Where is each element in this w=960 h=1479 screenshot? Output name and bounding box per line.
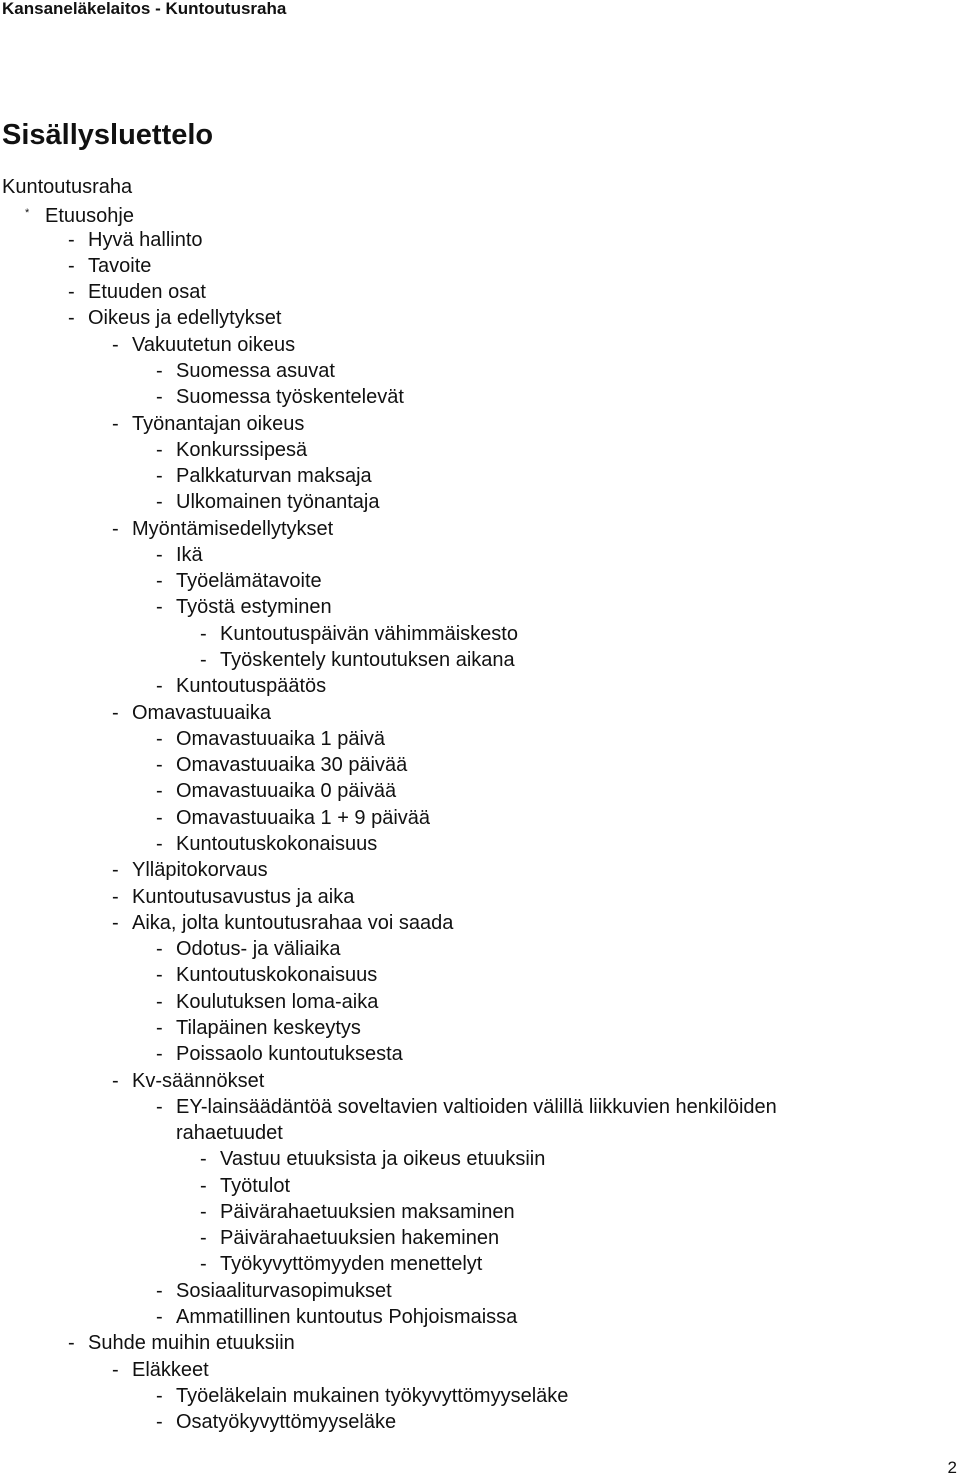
toc-entry-label: Myöntämisedellytykset	[132, 517, 334, 540]
toc-bullet: -	[112, 911, 119, 934]
toc-entry-label: Koulutuksen loma-aika	[176, 990, 379, 1013]
toc-entry-label: Suomessa asuvat	[176, 359, 335, 382]
toc-entry-label: Kuntoutuspäivän vähimmäiskesto	[220, 622, 518, 645]
toc-entry	[25, 201, 134, 228]
toc-bullet: -	[200, 649, 207, 672]
toc-entry	[112, 858, 268, 882]
toc-entry-label: Kuntoutuskokonaisuus	[176, 964, 378, 987]
toc-entry	[112, 701, 271, 725]
toc-entry-label: Ylläpitokorvaus	[132, 859, 268, 882]
toc-bullet: -	[68, 281, 75, 304]
toc-entry-label: Konkurssipesä	[176, 438, 308, 461]
toc-bullet: -	[112, 412, 119, 435]
toc-entry-label: Palkkaturvan maksaja	[176, 465, 372, 488]
toc-entry-label: Poissaolo kuntoutuksesta	[176, 1043, 403, 1066]
toc-bullet: -	[68, 307, 75, 330]
toc-entry	[156, 1095, 777, 1119]
toc-entry	[156, 963, 377, 987]
toc-entry	[156, 806, 430, 830]
toc-bullet: -	[156, 596, 163, 619]
toc-entry-label: Tavoite	[88, 254, 152, 277]
toc-bullet: -	[200, 1227, 207, 1250]
toc-entry	[156, 1016, 361, 1040]
toc-entry	[68, 280, 206, 304]
toc-bullet: -	[156, 964, 163, 987]
toc-entry-label: Omavastuuaika 1 päivä	[176, 727, 386, 750]
toc-bullet: -	[200, 1148, 207, 1171]
toc-entry-label: Työstä estyminen	[176, 596, 332, 619]
toc-bullet: -	[156, 1095, 163, 1118]
toc-bullet: -	[112, 859, 119, 882]
toc-bullet: -	[156, 543, 163, 566]
toc-bullet: -	[156, 1411, 163, 1434]
toc-entry-label: Suhde muihin etuuksiin	[88, 1332, 295, 1355]
toc-entry-label: Hyvä hallinto	[88, 228, 203, 251]
toc-entry	[156, 385, 404, 409]
toc-entry-label: Osatyökyvyttömyyseläke	[176, 1411, 397, 1434]
toc-bullet: -	[112, 517, 119, 540]
toc-bullet: -	[156, 359, 163, 382]
toc-entry	[156, 438, 307, 462]
toc-entry	[200, 648, 515, 672]
toc-entry-label: Oikeus ja edellytykset	[88, 307, 282, 330]
toc-entry-label: Tilapäinen keskeytys	[176, 1016, 361, 1039]
document-header: Kansaneläkelaitos - Kuntoutusraha	[2, 0, 287, 18]
toc-entry-label: Ulkomainen työnantaja	[176, 491, 380, 514]
toc-entry-label: Odotus- ja väliaika	[176, 938, 341, 961]
toc-bullet: -	[200, 622, 207, 645]
toc-bullet: -	[156, 938, 163, 961]
toc-bullet: -	[112, 1358, 119, 1381]
toc-entry	[156, 1305, 517, 1329]
toc-entry-label: rahaetuudet	[176, 1122, 283, 1145]
toc-bullet: *	[25, 207, 30, 220]
toc-entry	[112, 885, 354, 909]
toc-bullet: -	[156, 465, 163, 488]
toc-entry-label: Työeläkelain mukainen työkyvyttömyyseläke	[176, 1384, 569, 1407]
toc-entry	[2, 175, 132, 199]
toc-entry-label: Ikä	[176, 543, 203, 566]
toc-entry	[200, 1252, 482, 1276]
toc-entry	[112, 333, 295, 357]
toc-entry-label: Työkyvyttömyyden menettelyt	[220, 1253, 483, 1276]
toc-entry	[156, 727, 385, 751]
toc-entry	[112, 517, 333, 541]
toc-bullet: -	[156, 833, 163, 855]
toc-entry	[176, 1121, 283, 1145]
toc-bullet: -	[112, 701, 119, 724]
toc-bullet: -	[156, 1306, 163, 1329]
toc-entry-label: Sosiaaliturvasopimukset	[176, 1279, 392, 1302]
toc-entry-label: Ammatillinen kuntoutus Pohjoismaissa	[176, 1306, 518, 1329]
toc-entry-label: Työtulot	[220, 1174, 291, 1197]
toc-entry-label: Etuuden osat	[88, 281, 206, 304]
toc-entry	[112, 412, 304, 436]
toc-entry-label: Kuntoutusavustus ja aika	[132, 885, 355, 908]
toc-entry-label: Vastuu etuuksista ja oikeus etuuksiin	[220, 1148, 546, 1171]
toc-bullet: -	[156, 675, 163, 698]
toc-entry	[156, 569, 322, 593]
toc-entry	[200, 1174, 290, 1198]
toc-bullet: -	[68, 1332, 75, 1355]
toc-entry	[112, 911, 453, 935]
toc-entry	[156, 464, 372, 488]
toc-entry	[156, 1384, 568, 1408]
toc-entry-label: Omavastuuaika 0 päivää	[176, 780, 397, 803]
toc-entry-label: Kv-säännökset	[132, 1069, 265, 1092]
toc-entry-label: Kuntoutuskokonaisuus	[176, 833, 378, 855]
toc-entry-label: Omavastuuaika	[132, 701, 271, 724]
toc-entry	[68, 254, 151, 278]
toc-bullet: -	[112, 333, 119, 356]
toc-bullet: -	[156, 990, 163, 1013]
toc-bullet: -	[156, 570, 163, 593]
toc-bullet: -	[156, 1384, 163, 1407]
toc-entry	[156, 1410, 396, 1434]
page-number: 2	[947, 1458, 957, 1477]
toc-bullet: -	[156, 754, 163, 777]
toc-entry	[156, 674, 326, 698]
toc-entry-label: Suomessa työskentelevät	[176, 386, 404, 409]
toc-entry	[200, 1147, 545, 1171]
toc-entry	[200, 1200, 515, 1224]
toc-entry-label: Etuusohje	[45, 205, 134, 228]
toc-entry-label: Aika, jolta kuntoutusrahaa voi saada	[132, 911, 454, 934]
toc-bullet: -	[156, 780, 163, 803]
toc-bullet: -	[200, 1200, 207, 1223]
toc-bullet: -	[156, 806, 163, 829]
toc-entry	[156, 779, 396, 803]
toc-entry	[156, 490, 379, 514]
toc-entry	[156, 1042, 403, 1066]
toc-entry-label: Omavastuuaika 1 + 9 päivää	[176, 806, 431, 829]
toc-bullet: -	[156, 1043, 163, 1066]
toc-bullet: -	[156, 1279, 163, 1302]
toc-entry	[156, 1279, 392, 1303]
toc-bullet: -	[156, 491, 163, 514]
toc-entry	[156, 937, 341, 961]
toc-entry-label: Vakuutetun oikeus	[132, 333, 296, 356]
toc-bullet: -	[156, 438, 163, 461]
toc-entry-label: Työnantajan oikeus	[132, 412, 305, 435]
toc-entry-label: Päivärahaetuuksien hakeminen	[220, 1227, 500, 1250]
toc-bullet: -	[156, 1016, 163, 1039]
toc-entry-label: Työskentely kuntoutuksen aikana	[220, 649, 515, 672]
toc-entry	[156, 832, 377, 856]
toc-entry-label: Eläkkeet	[132, 1358, 209, 1381]
toc-entry	[156, 990, 378, 1014]
toc-bullet: -	[112, 1069, 119, 1092]
toc-entry	[112, 1358, 209, 1382]
toc-entry	[68, 306, 281, 330]
toc-entry	[200, 622, 518, 646]
toc-entry-label: Työelämätavoite	[176, 570, 322, 593]
toc-bullet: -	[156, 727, 163, 750]
toc-entry	[156, 543, 203, 567]
toc-entry	[156, 595, 332, 619]
toc-entry	[68, 1331, 295, 1355]
toc-bullet: -	[68, 228, 75, 251]
toc-entry-label: Kuntoutusraha	[2, 176, 133, 198]
toc-entry-label: Omavastuuaika 30 päivää	[176, 754, 408, 777]
toc-entry-label: Kuntoutuspäätös	[176, 675, 327, 698]
toc-bullet: -	[200, 1174, 207, 1197]
toc-entry-label: Päivärahaetuuksien maksaminen	[220, 1200, 515, 1223]
toc-bullet: -	[156, 386, 163, 409]
toc-entry	[200, 1226, 499, 1250]
toc-entry	[156, 359, 335, 383]
toc-entry	[68, 228, 203, 252]
page-title: Sisällysluettelo	[2, 119, 214, 151]
toc-bullet: -	[112, 885, 119, 908]
toc-entry-label: EY-lainsäädäntöä soveltavien valtioiden välillä liikkuvien henkilöiden	[176, 1095, 777, 1118]
toc-bullet: -	[200, 1253, 207, 1276]
toc-entry	[156, 753, 407, 777]
toc-entry	[112, 1069, 264, 1093]
toc-bullet: -	[68, 254, 75, 277]
